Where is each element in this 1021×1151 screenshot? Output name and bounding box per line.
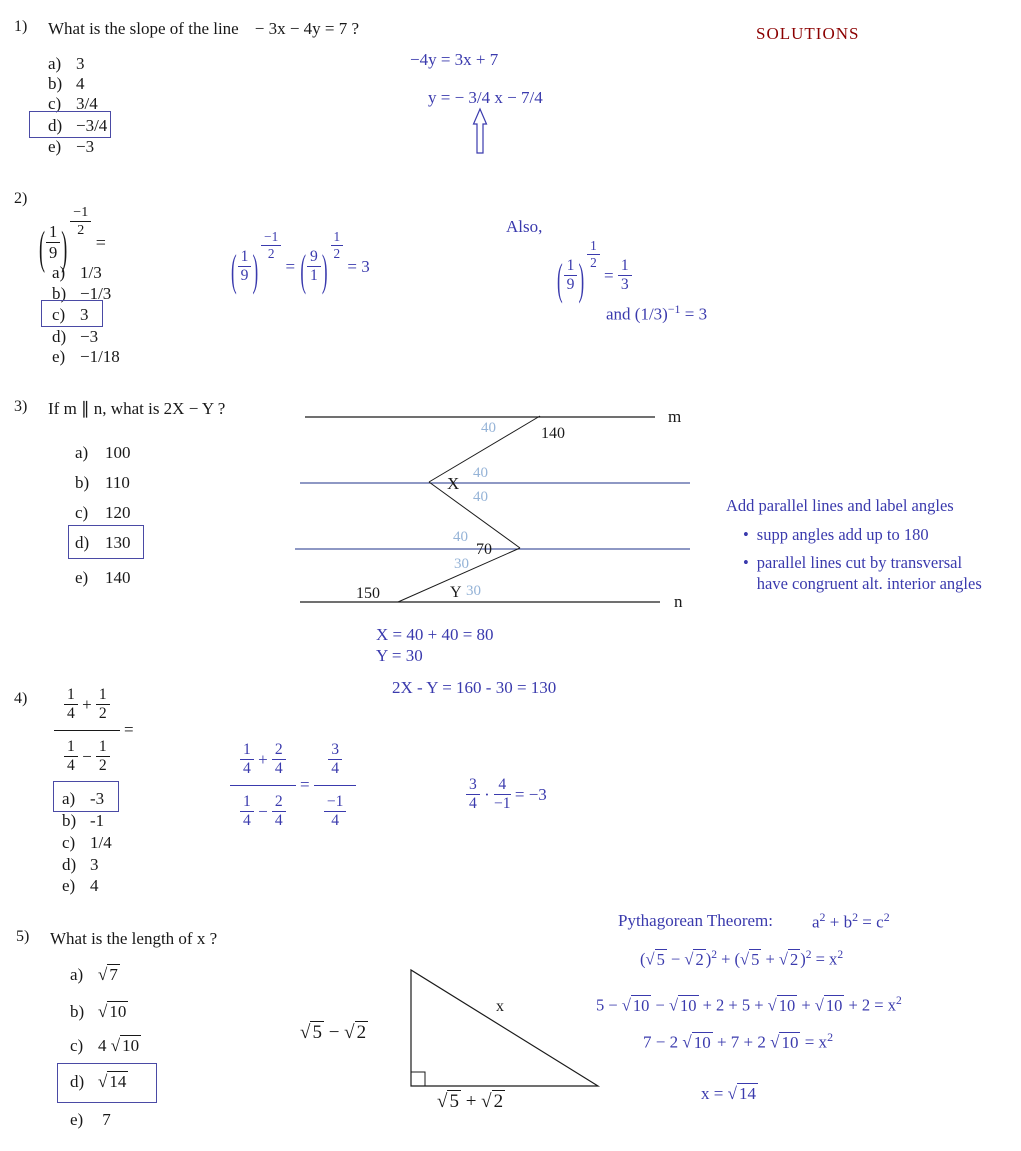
p2-also-expression: ( $\frac{1}{9}$ ) $\frac{1}{2}$ = $\frac{1}{3}$ [556, 239, 632, 294]
p2-expression: ( $\frac{1}{9}$ ) $\frac{-1}{2}$ = [39, 204, 106, 274]
p5-choice-e: e) 7 [70, 1110, 111, 1129]
p5-choice-d: d) √ 14 [70, 1072, 127, 1091]
line-m-label: m [668, 407, 682, 426]
p1-question-text: What is the slope of the line [48, 19, 239, 38]
p3-work-line1: X = 40 + 40 = 80 [376, 625, 494, 644]
p5-work-line3: 7 − 2 √ 10 + 7 + 2 √ $10 = x^2$ [643, 1030, 834, 1052]
p5-choice-b: b) √ 10 [70, 1002, 127, 1021]
p5-bottom-leg-label: √ 5 + √ 2 [437, 1091, 504, 1112]
p2-number: 2) [14, 190, 28, 207]
angle-70: 70 [476, 541, 492, 558]
p5-work-line4: x = √ 14 [701, 1084, 756, 1103]
solutions-heading: SOLUTIONS [756, 24, 860, 43]
vertex-x-label: X [447, 474, 460, 493]
p4-expression: $\frac{1}{4}$ + $\frac{1}{2}$ $\frac{1}{4}$ − $\frac{1}{2}$ = [54, 687, 134, 775]
p3-notes-title: Add parallel lines and label angles [726, 496, 954, 515]
p1-choice-b: b) 4 [48, 74, 85, 93]
p2-choice-b: b) −1/3 [52, 284, 112, 303]
p2-choice-a: a) 1/3 [52, 263, 102, 282]
slope-pointer-arrow-icon [470, 107, 490, 155]
p4-number: 4) [14, 690, 28, 707]
p3-choice-e: e) 140 [75, 568, 131, 587]
p1-choice-d: d) −3/4 [48, 116, 108, 135]
p3-answer-box [68, 525, 144, 559]
p2-also-label: Also, [506, 217, 543, 236]
p4-work1: $\frac{1}{4}$ + $\frac{2}{4}$ $\frac{1}{4}$ − $\frac{2}{4}$ = $\frac{\frac{3}{4}}{\frac{-1}{4}}$ [230, 742, 356, 830]
p5-choice-c: c) 4 √ 10 [70, 1036, 140, 1055]
p3-note-2: • parallel lines cut by transversal have congruent alt. interior angles [743, 553, 982, 593]
p1-choice-c: c) 3/4 [48, 94, 98, 113]
angle-x-above-40: 40 [473, 465, 488, 481]
hypotenuse-label: x [496, 998, 504, 1015]
p5-question: What is the length of x ? [50, 929, 218, 948]
angle-140: 140 [541, 425, 565, 442]
p3-choice-a: a) 100 [75, 443, 131, 462]
p4-choice-b: b) -1 [62, 811, 105, 830]
p3-note-1: • supp angles add up to 180 [743, 524, 929, 544]
p1-choice-e: e) −3 [48, 137, 95, 156]
p2-also-line2: and $(1/3)^{-1} = 3$ [606, 302, 708, 324]
angle-mid-30: 30 [454, 556, 469, 572]
p5-choice-a: a) √ 7 [70, 965, 118, 984]
p5-work-line2: 5 − √ 10 − √ 10 + 2 + 5 + √ 10 + √ $10 + 2 = x^2$ [596, 995, 902, 1015]
angle-top-40: 40 [481, 420, 496, 436]
angle-mid-40: 40 [453, 529, 468, 545]
p1-number: 1) [14, 18, 28, 35]
p1-answer-box [29, 111, 111, 138]
p1-question [48, 19, 359, 39]
bullet-dot-icon: • [743, 553, 749, 573]
p4-choice-e: e) 4 [62, 876, 99, 895]
p4-choice-a: a) -3 [62, 789, 105, 808]
right-triangle-diagram [390, 958, 615, 1098]
p4-work2: $\frac{3}{4}$ · $\frac{4}{-1}$ = −3 [466, 777, 547, 813]
p3-choice-d: d) 130 [75, 533, 131, 552]
angle-y-30: 30 [466, 583, 481, 599]
angle-x-below-40: 40 [473, 489, 488, 505]
p3-question: If m ∥ n, what is 2X − Y ? [48, 399, 226, 418]
p1-equation: − 3x − 4y = 7 ? [254, 19, 360, 38]
p3-work-line2: Y = 30 [376, 646, 423, 665]
p5-answer-box [57, 1063, 157, 1103]
p2-choice-e: e) −1/18 [52, 347, 120, 366]
p3-notes [726, 496, 1021, 595]
p2-choice-d: d) −3 [52, 327, 99, 346]
p4-choice-d: d) 3 [62, 855, 99, 874]
line-n-label: n [674, 592, 683, 611]
p2-answer-box [41, 300, 103, 327]
p3-choice-b: b) 110 [75, 473, 130, 492]
p3-number: 3) [14, 398, 28, 415]
vertex-y-label: Y [450, 584, 462, 601]
p4-choice-c: c) 1/4 [62, 833, 112, 852]
p2-choice-c: c) 3 [52, 305, 89, 324]
p3-choice-c: c) 120 [75, 503, 131, 522]
p3-work-line3: 2X - Y = 160 - 30 = 130 [392, 678, 557, 697]
p4-answer-box [53, 781, 119, 812]
p5-pyth-label: Pythagorean Theorem: [618, 911, 774, 930]
p5-number: 5) [16, 928, 30, 945]
p1-work-line2: y = − 3/4 x − 7/4 [428, 88, 543, 107]
p5-work-line1: (√ 5 − √ 2 )$^2$ + (√ 5 + √ 2 )$^2 = x^2$ [640, 949, 844, 969]
parallel-lines-diagram [290, 403, 710, 615]
angle-150: 150 [356, 585, 380, 602]
p1-choice-a: a) 3 [48, 54, 85, 73]
p5-pyth-formula: $a^2 + b^2 = c^2$ [812, 910, 890, 932]
p1-work-line1: −4y = 3x + 7 [410, 50, 499, 69]
p5-left-leg-label: √ 5 − √ 2 [300, 1022, 367, 1043]
p2-work: ( $\frac{1}{9}$ ) $\frac{-1}{2}$ = ( $\frac{9}{1}$ ) $\frac{1}{2}$ = 3 [231, 229, 370, 296]
bullet-dot-icon: • [743, 524, 749, 544]
